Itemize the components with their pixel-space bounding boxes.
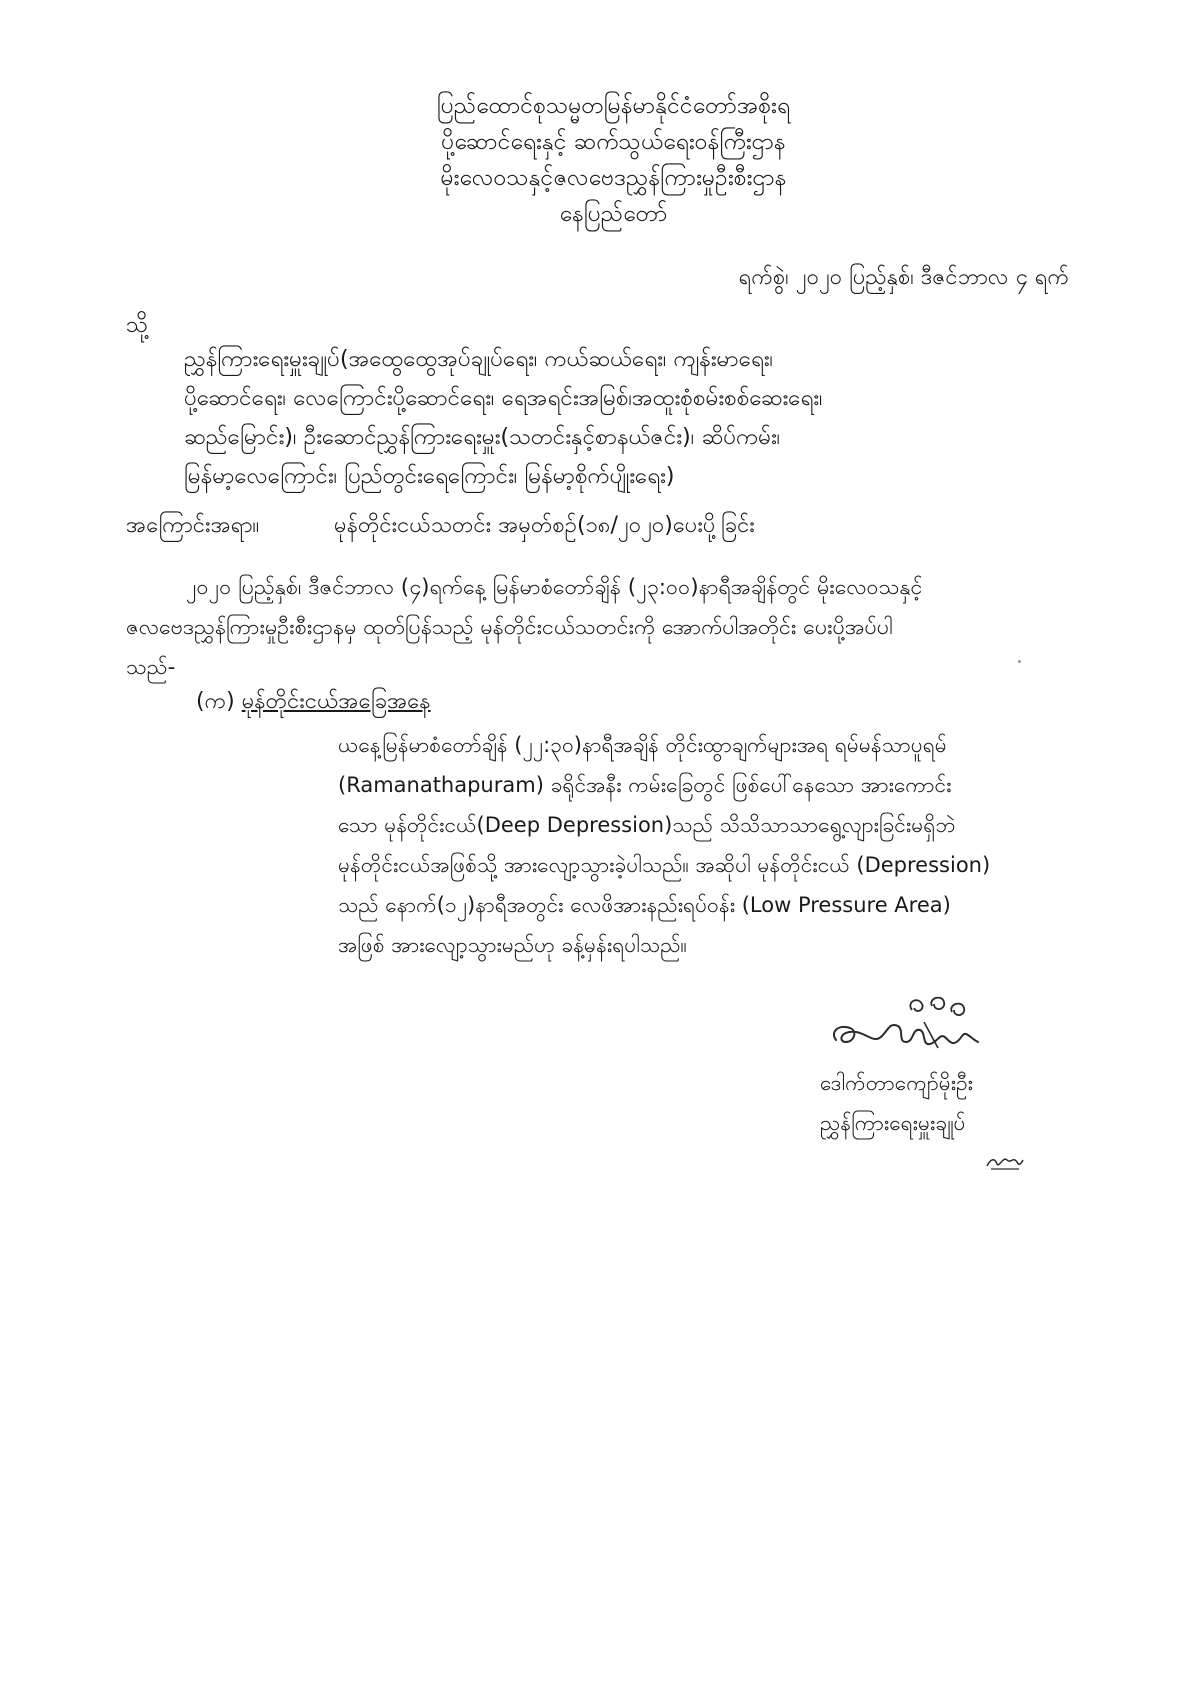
recipient-line: ဆည်မြောင်း)၊ ဦးဆောင်ညွှန်ကြားရေးမှူး(သတင်းနှင့်စာနယ်ဇင်း)၊ ဆိပ်ကမ်း၊ — [184, 424, 781, 450]
signatory-name: ဒေါက်တာကျော်မိုးဦး — [820, 1071, 974, 1095]
body-line: ၂၀၂၀ ပြည့်နှစ်၊ ဒီဇင်ဘာလ (၄)ရက်နေ့ မြန်မာစံတော်ချိန် (၂၃:၀၀)နာရီအချိန်တွင် မိုးလေဝသနှင့် — [186, 575, 923, 600]
handwritten-signature — [828, 992, 988, 1062]
body-paragraph — [126, 568, 1081, 688]
letterhead-line: ပြည်ထောင်စုသမ္မတမြန်မာနိုင်ငံတော်အစိုးရ — [436, 93, 791, 119]
subject-label: အကြောင်းအရာ။ — [126, 513, 260, 538]
section-heading — [196, 686, 431, 719]
recipient-line: ညွှန်ကြားရေးမှူးချုပ်(အထွေထွေအုပ်ချုပ်ရေး၊ ကယ်ဆယ်ရေး၊ ကျန်းမာရေး၊ — [184, 346, 774, 372]
scan-speck — [1018, 660, 1021, 663]
section-line: သော မုန်တိုင်းငယ်(Deep Depression)သည် သိသိသာသာရွေ့လျားခြင်းမရှိဘဲ — [338, 813, 956, 837]
subject-text: မုန်တိုင်းငယ်သတင်း အမှတ်စဉ်(၁၈/၂၀၂၀)ပေးပို့ခြင်း — [334, 513, 755, 538]
handwritten-initials — [985, 1150, 1025, 1172]
section-marker: (က) — [196, 689, 235, 714]
section-body — [338, 725, 1078, 965]
section-line: မုန်တိုင်းငယ်အဖြစ်သို့ အားလျော့သွားခဲ့ပါသည်။ အဆိုပါ မုန်တိုင်းငယ် (Depression) — [338, 853, 991, 877]
section-line: (Ramanathapuram) ခရိုင်အနီး ကမ်းခြေတွင် ဖြစ်ပေါ်နေသော အားကောင်း — [338, 773, 952, 797]
section-title: မုန်တိုင်းငယ်အခြေအနေ — [241, 689, 431, 714]
letterhead — [0, 88, 1187, 232]
letterhead-line: မိုးလေဝသနှင့်ဇလဗေဒညွှန်ကြားမှုဦးစီးဌာန — [440, 165, 787, 191]
section-line: အဖြစ် အားလျော့သွားမည်ဟု ခန့်မှန်းရပါသည်။ — [338, 933, 687, 957]
letterhead-line: ပို့ဆောင်ရေးနှင့် ဆက်သွယ်ရေးဝန်ကြီးဌာန — [441, 129, 786, 155]
letterhead-line: နေပြည်တော် — [559, 201, 668, 227]
section-line: သည် နောက်(၁၂)နာရီအတွင်း လေဖိအားနည်းရပ်ဝန်း (Low Pressure Area) — [338, 893, 951, 917]
recipient-line: ပို့ဆောင်ရေး၊ လေကြောင်းပို့ဆောင်ရေး၊ ရေအရင်းအမြစ်၊အထူးစုံစမ်းစစ်ဆေးရေး၊ — [184, 385, 823, 411]
recipients-block — [184, 340, 1084, 496]
recipient-line: မြန်မာ့လေကြောင်း၊ ပြည်တွင်းရေကြောင်း၊ မြန်မာ့စိုက်ပျိုးရေး) — [184, 463, 675, 489]
letter-date: ရက်စွဲ၊ ၂၀၂၀ ပြည့်နှစ်၊ ဒီဇင်ဘာလ ၄ ရက် — [738, 265, 1069, 290]
addressee-label: သို့ — [126, 312, 149, 338]
section-line: ယနေ့မြန်မာစံတော်ချိန် (၂၂:၃၀)နာရီအချိန် တိုင်းထွာချက်များအရ ရမ်မန်သာပူရမ် — [338, 733, 947, 757]
body-line: သည်- — [126, 655, 176, 680]
signatory-title: ညွှန်ကြားရေးမှူးချုပ် — [820, 1111, 966, 1135]
body-line: ဇလဗေဒညွှန်ကြားမှုဦးစီးဌာနမှ ထုတ်ပြန်သည့် မုန်တိုင်းငယ်သတင်းကို အောက်ပါအတိုင်း ပေးပို့အပ်ပါ — [126, 615, 893, 640]
